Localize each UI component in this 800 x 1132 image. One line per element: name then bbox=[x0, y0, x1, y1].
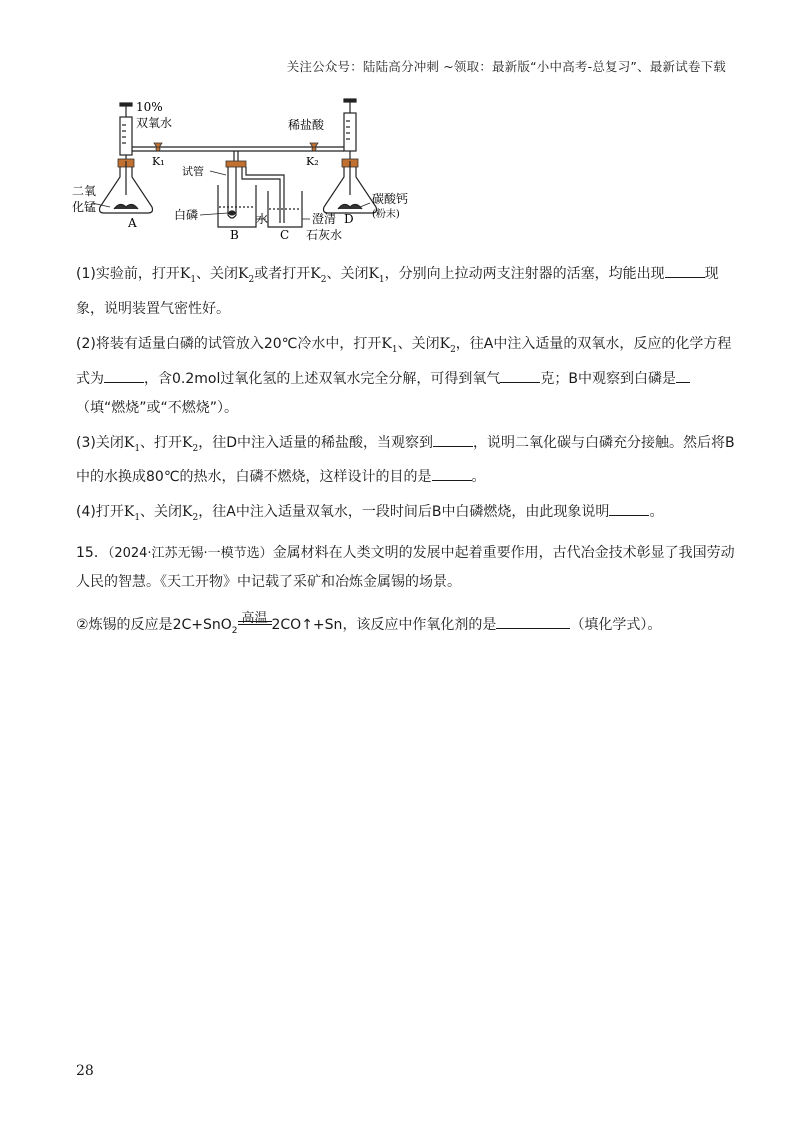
question-2: (2)将装有适量白磷的试管放入20℃冷水中，打开$K_1$、关闭$K_2$，往A中注入适量的双氧水，反应的化学方程式为 ，含0.2mol过氧化氢的上述双氧水完全分解，可得到氧气 克；B中观察到白磷是（填“燃烧”或“不燃烧”）。 bbox=[76, 335, 732, 416]
label-water: 水 bbox=[256, 212, 269, 226]
flask-a bbox=[100, 161, 153, 213]
answer-blank[interactable] bbox=[104, 368, 144, 383]
label-mno2-2: 化锰 bbox=[72, 200, 97, 214]
answer-blank[interactable] bbox=[665, 263, 705, 278]
question-1: (1)实验前，打开$K_1$、关闭$K_2$或者打开$K_2$、关闭$K_1$，分别向上拉动两支注射器的活塞，均能出现 现象，说明装置气密性好。 bbox=[76, 260, 736, 324]
label-d: D bbox=[344, 212, 354, 226]
page-header: 关注公众号：陆陆高分冲刺 ~领取：最新版“小中高考-总复习”、最新试卷下载 bbox=[286, 59, 726, 74]
answer-blank[interactable] bbox=[432, 466, 472, 481]
k2-symbol: $K_2$ bbox=[182, 504, 199, 524]
k1-symbol: $K_1$ bbox=[179, 266, 197, 285]
label-a: A bbox=[128, 216, 137, 230]
k2-symbol: $K_2$ bbox=[182, 434, 199, 454]
label-c: C bbox=[280, 228, 290, 242]
label-caco3: 碳酸钙 bbox=[372, 192, 409, 206]
label-conc: 10% bbox=[136, 100, 163, 114]
k2-symbol: $K_2$ bbox=[238, 266, 255, 285]
answer-blank[interactable] bbox=[676, 368, 690, 383]
answer-blank[interactable] bbox=[500, 368, 540, 383]
k1-symbol: $K_1$ bbox=[123, 504, 141, 524]
stopper-b bbox=[226, 161, 246, 167]
label-lime1: 澄清 bbox=[312, 212, 337, 226]
question-15-part-2: ②炼锡的反应是2C+SnO$_2$ 高温 2CO↑+Sn，该反应中作氧化剂的是 （填化学式）。 bbox=[76, 611, 662, 636]
answer-blank[interactable] bbox=[433, 432, 473, 447]
syringe-left bbox=[120, 103, 132, 161]
k1-symbol: $K_1$ bbox=[381, 335, 398, 355]
label-mno2-1: 二氧 bbox=[72, 184, 97, 198]
flask-d bbox=[324, 161, 377, 213]
question-4: (4)打开$K_1$、关闭$K_2$，往A中注入适量双氧水，一段时间后B中白磷燃烧，由此现象说明 。 bbox=[76, 498, 736, 533]
k2-symbol: $K_2$ bbox=[439, 335, 456, 355]
question-content bbox=[76, 260, 736, 646]
answer-blank[interactable] bbox=[496, 614, 570, 629]
k1-symbol: $K_1$ bbox=[123, 434, 141, 454]
page-number: 28 bbox=[76, 1063, 94, 1079]
label-hcl: 稀盐酸 bbox=[288, 118, 325, 132]
label-p: 白磷 bbox=[174, 208, 199, 222]
equation-rhs: 2CO↑+Sn bbox=[271, 617, 343, 634]
question-15: 15．（2024·江苏无锡·一模节选）金属材料在人类文明的发展中起着重要作用，古代冶金技术彰显了我国劳动人民的智慧。《天工开物》中记载了采矿和冶炼金属锡的场景。 bbox=[76, 545, 735, 591]
apparatus-svg bbox=[70, 95, 430, 255]
beaker-c bbox=[268, 191, 302, 227]
answer-blank[interactable] bbox=[609, 501, 649, 516]
syringe-right bbox=[344, 99, 356, 161]
k2-symbol: $K_2$ bbox=[310, 266, 327, 285]
k1-symbol: $K_1$ bbox=[368, 266, 385, 285]
label-powder: (粉末) bbox=[372, 209, 400, 220]
label-b: B bbox=[230, 228, 239, 242]
question-3: (3)关闭$K_1$、打开$K_2$，往D中注入适量的稀盐酸，当观察到 ，说明二氧化碳与白磷充分接触。然后将B中的水换成80℃的热水，白磷不燃烧，这样设计的目的是 。 bbox=[76, 429, 736, 493]
apparatus-diagram bbox=[70, 95, 430, 255]
label-h2o2: 双氧水 bbox=[136, 116, 173, 130]
label-tube: 试管 bbox=[182, 165, 204, 178]
beaker-b bbox=[218, 167, 284, 227]
label-k2: K₂ bbox=[306, 155, 319, 168]
label-k1: K₁ bbox=[152, 155, 165, 168]
label-lime2: 石灰水 bbox=[306, 228, 343, 242]
equation-lhs: 2C+SnO$_2$ bbox=[172, 617, 238, 636]
reaction-condition: 高温 bbox=[238, 621, 272, 629]
